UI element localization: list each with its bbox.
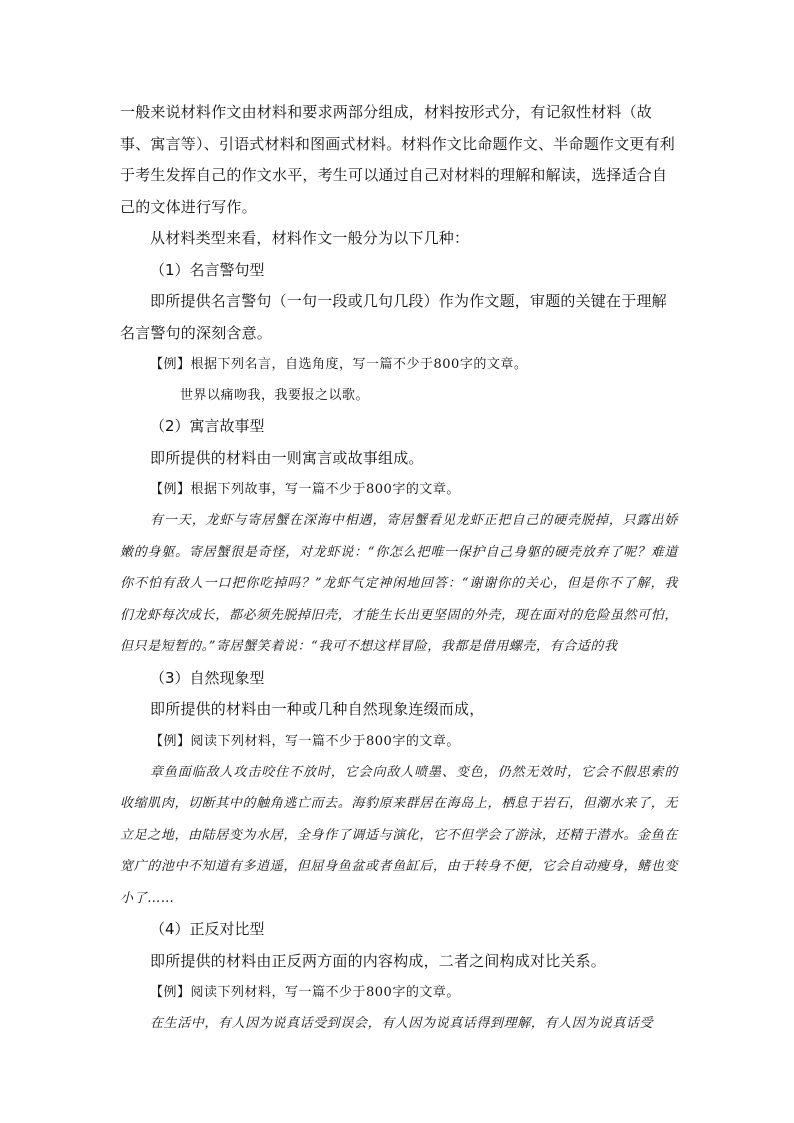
section-example-3: 【例】阅读下列材料，写一篇不少于800字的文章。	[150, 733, 460, 749]
section-desc-3: 即所提供的材料由一种或几种自然现象连缀而成，	[150, 700, 485, 718]
section-heading-2: （2）寓言故事型	[150, 417, 265, 435]
section-heading-3: （3）自然现象型	[150, 668, 265, 687]
section-heading-1: （1）名言警句型	[150, 260, 265, 279]
document-body	[120, 97, 678, 1040]
intro-paragraph: 一般来说材料作文由材料和要求两部分组成，材料按形式分，有记叙性材料（故事、寓言等）、引语式材料和图画式材料。材料作文比命题作文、半命题作文更有利于考生发挥自己的作文水平，考生可以通过自己对材料的理解和解读，选择适合自己的文体进行写作。	[120, 103, 675, 216]
section-material-3: 章鱼面临敌人攻击咬住不放时，它会向敌人喷墨、变色，仍然无效时，它会不假思索的收缩肌肉，切断其中的触角逃亡而去。海豹原来群居在海岛上，栖息于岩石，但潮水来了，无立足之地，由陆居变为水居，全身作了调适与演化，它不但学会了游泳，还精于潜水。金鱼在宽广的池中不知道有多逍遥，但屈身鱼盆或者鱼缸后，由于转身不便，它会自动瘦身，鳍也变小了……	[120, 764, 678, 906]
section-desc-4: 即所提供的材料由正反两方面的内容构成，二者之间构成对比关系。	[150, 951, 607, 970]
section-example-2: 【例】根据下列故事，写一篇不少于800字的文章。	[150, 482, 460, 497]
types-lead: 从材料类型来看，材料作文一般分为以下几种：	[150, 229, 470, 247]
section-example-4: 【例】阅读下列材料，写一篇不少于800字的文章。	[150, 985, 460, 1000]
section-material-4: 在生活中，有人因为说真话受到误会，有人因为说真话得到理解，有人因为说真话受	[150, 1016, 654, 1031]
section-material-1: 世界以痛吻我，我要报之以歌。	[180, 388, 370, 403]
section-material-2: 有一天，龙虾与寄居蟹在深海中相遇，寄居蟹看见龙虾正把自己的硬壳脱掉，只露出娇嫩的身躯。寄居蟹很是奇怪，对龙虾说：“你怎么把唯一保护自己身躯的硬壳放弃了呢？难道你不怕有敌人一口把你吃掉吗？”龙虾气定神闲地回答：“谢谢你的关心，但是你不了解，我们龙虾每次成长，都必须先脱掉旧壳，才能生长出更坚固的外壳，现在面对的危险虽然可怕，但只是短暂的。”寄居蟹笑着说：“我可不想这样冒险，我都是借用螺壳，有合适的我	[120, 513, 678, 654]
section-desc-2: 即所提供的材料由一则寓言或故事组成。	[150, 448, 424, 467]
section-example-1: 【例】根据下列名言，自选角度，写一篇不少于800字的文章。	[150, 357, 528, 372]
section-heading-4: （4）正反对比型	[150, 920, 265, 938]
section-desc-1: 即所提供名言警句（一句一段或几句几段）作为作文题，审题的关键在于理解名言警句的深刻含意。	[120, 292, 667, 342]
